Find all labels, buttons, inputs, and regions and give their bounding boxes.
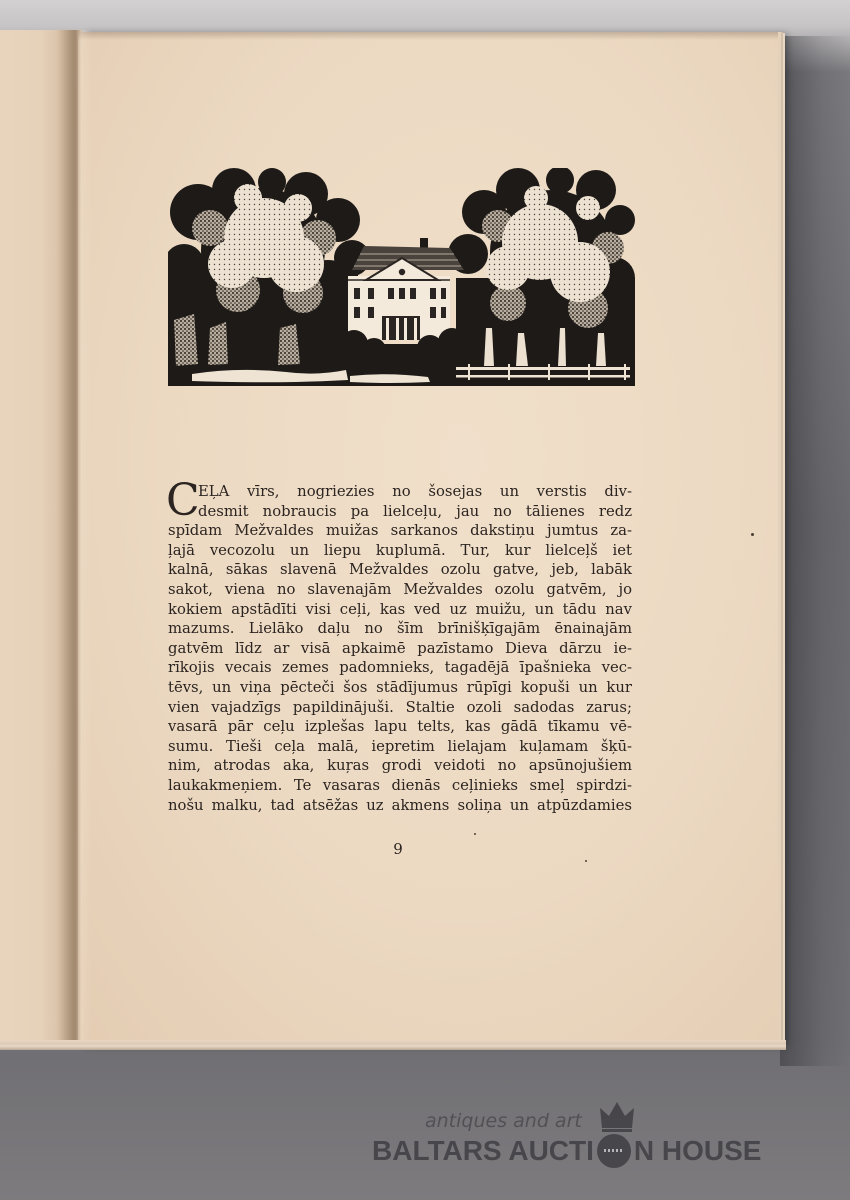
text-line: mazums. Lielāko daļu no šīm brīnišķīgajām ēnainajām <box>168 620 632 638</box>
text-line: tēvs, un viņa pēcteči šos stādījumus rūpīgi kopuši un kur <box>168 678 632 696</box>
text-line: rīkojis vecais zemes padomnieks, tagadējā īpašnieka vec- <box>168 659 632 677</box>
text-line: laukakmeņiem. Te vasaras dienās ceļinieks smeļ spirdzi- <box>168 776 632 794</box>
watermark-logo-dots <box>604 1149 624 1152</box>
paper-speck <box>474 833 476 835</box>
manor-house <box>348 238 464 340</box>
text-line: ļajā vecozolu un liepu kuplumā. Tur, kur lielceļš iet <box>168 541 632 559</box>
crown-icon <box>598 1100 636 1132</box>
page-bottom-edge <box>0 1040 786 1050</box>
watermark-brand-end: N HOUSE <box>633 1135 762 1166</box>
text-line: EĻA vīrs, nogriezies no šosejas un verstis div- <box>198 483 632 500</box>
text-line: nim, atrodas aka, kuŗas grodi veidoti no apsūnojušiem <box>168 757 632 775</box>
text-line: spīdam Mežvaldes muižas sarkanos dakstiņu jumtus za- <box>168 522 632 540</box>
drop-cap: C <box>166 475 200 526</box>
text-line: desmit nobraucis pa lielceļu, jau no tālienes redz <box>198 502 632 520</box>
paper-speck <box>585 860 587 862</box>
ground <box>168 364 635 386</box>
watermark-logo-circle <box>597 1134 631 1168</box>
book-gutter <box>56 30 92 1046</box>
text-line: gatvēm līdz ar visā apkaimē pazīstamo Dieva dārzu ie- <box>168 639 632 657</box>
page-number: 9 <box>393 840 403 858</box>
page-top-edge <box>78 32 778 40</box>
left-tree <box>168 168 370 373</box>
text-line: kokiem apstādīti visi ceļi, kas ved uz muižu, un tādu nav <box>168 600 632 618</box>
watermark-tagline: antiques and art <box>425 1110 582 1132</box>
text-line: nošu malku, tad atsēžas uz akmens soliņa un atpūzdamies <box>168 796 632 814</box>
backdrop-shadow <box>780 36 850 1066</box>
text-line: vien vajadzīgs papildinājuši. Staltie ozoli sadodas zarus; <box>168 698 632 716</box>
manor-house-illustration <box>168 168 635 388</box>
text-line: sakot, viena no slavenajām Mežvaldes ozolu gatvēm, jo <box>168 580 632 598</box>
watermark-brand-start: BALTARS AUCTI <box>372 1135 594 1166</box>
paper-speck <box>751 533 754 536</box>
text-line: sumu. Tieši ceļa malā, iepretim lielajam kuļamam šķū- <box>168 737 632 755</box>
text-line: vasarā pār ceļu izplešas lapu telts, kas gādā tīkamu vē- <box>168 718 632 736</box>
text-line: kalnā, sākas slavenā Mežvaldes ozolu gatve, jeb, labāk <box>168 561 632 579</box>
body-text <box>166 475 632 815</box>
watermark-brand <box>372 1133 761 1169</box>
right-tree <box>448 168 635 373</box>
